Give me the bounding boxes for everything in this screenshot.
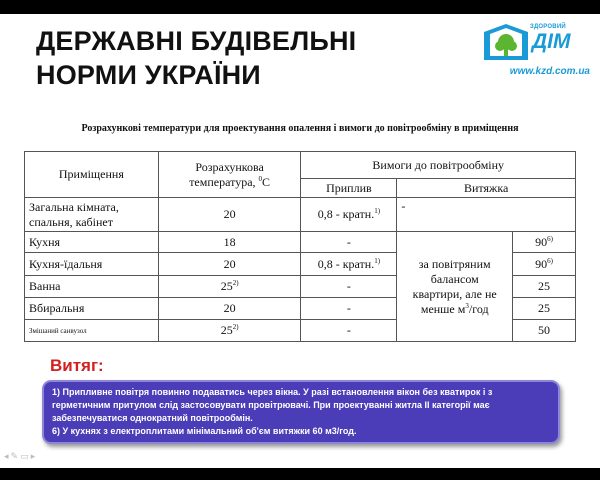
nav-menu-icon[interactable]: ▭	[20, 452, 31, 462]
nav-pen-icon[interactable]: ✎	[10, 452, 21, 462]
cell-exhaust-note: 6)	[547, 256, 553, 265]
cell-exhaust-value: 90	[535, 234, 548, 249]
cell-inflow: -	[301, 276, 397, 298]
note-1: 1) Припливне повітря повинно подаватись через вікна. У разі встановлення вікон без кватирок і з герметичним притулом слід застосовувати провітрювачі. При проектуванні житла ІІ категорії має забезпечуватися однократний повітрообмін.	[52, 387, 493, 423]
cell-inflow: -	[301, 320, 397, 342]
cell-room: Вбиральня	[25, 298, 159, 320]
cell-inflow: -	[301, 298, 397, 320]
cell-exhaust: -	[397, 198, 576, 232]
header-exhaust: Витяжка	[397, 179, 576, 198]
cell-inflow: -	[301, 232, 397, 253]
header-temp-degree: 0	[258, 174, 263, 183]
title-line-1: ДЕРЖАВНІ БУДІВЕЛЬНІ	[36, 26, 357, 56]
slide-nav	[4, 452, 37, 462]
notes-label: Витяг:	[50, 356, 104, 375]
cell-exhaust	[513, 232, 576, 253]
header-temp-line1: Розрахункова	[195, 159, 264, 174]
cell-inflow-note: 1)	[374, 207, 381, 215]
balance-line4: менше м	[420, 301, 466, 316]
cell-inflow-note: 1)	[374, 256, 381, 265]
balance-line4-end: /год	[468, 301, 489, 316]
cell-temp-note: 2)	[232, 279, 239, 287]
header-room: Приміщення	[25, 152, 159, 198]
header-air-exchange: Вимоги до повітрообміну	[301, 152, 576, 179]
norms-table	[24, 151, 576, 342]
slide-title	[36, 24, 356, 92]
cell-room: Змішаний санвузол	[25, 320, 159, 342]
cell-temp-value: 25	[220, 279, 233, 293]
cell-temp	[158, 276, 301, 298]
cell-inflow	[301, 253, 397, 276]
cell-inflow	[301, 198, 397, 232]
nav-back-icon[interactable]: ◂	[4, 452, 11, 462]
cell-room: Кухня	[25, 232, 159, 253]
header-temp-unit: С	[262, 174, 271, 189]
balance-line1: за повітряним	[418, 256, 491, 271]
table-row	[25, 198, 576, 232]
notes-box	[42, 380, 560, 444]
top-bar	[0, 0, 600, 14]
note-6: 6) У кухнях з електроплитами мінімальний об'єм витяжки 60 м3/год.	[52, 426, 357, 436]
cell-temp	[158, 320, 301, 342]
table-row	[25, 232, 576, 253]
cell-temp: 18	[158, 232, 301, 253]
logo-big-text: ДІМ	[532, 30, 571, 53]
cell-temp-value: 25	[220, 323, 233, 337]
balance-line2: балансом	[430, 271, 479, 286]
cell-exhaust-value: 90	[535, 256, 548, 271]
balance-line3: квартири, але не	[412, 286, 497, 301]
cell-exhaust: 25	[513, 276, 576, 298]
cell-inflow-value: 0,8 - кратн.	[317, 207, 375, 221]
header-temp-line2: температура,	[189, 174, 259, 189]
header-inflow: Приплив	[301, 179, 397, 198]
cell-temp: 20	[158, 198, 301, 232]
cell-temp-note: 2)	[232, 323, 239, 331]
logo-url: www.kzd.com.ua	[509, 66, 590, 77]
balance-sup: 3	[465, 301, 469, 310]
logo-small-text: ЗДОРОВИЙ	[530, 24, 566, 30]
cell-room: Ванна	[25, 276, 159, 298]
header-temperature	[158, 152, 301, 198]
title-line-2: НОРМИ УКРАЇНИ	[36, 60, 261, 90]
cell-inflow-value: 0,8 - кратн.	[317, 256, 375, 271]
cell-temp: 20	[158, 253, 301, 276]
cell-room: Кухня-їдальня	[25, 253, 159, 276]
cell-room: Загальна кімната, спальня, кабінет	[25, 198, 159, 232]
table-caption: Розрахункові температури для проектування опалення і вимоги до повітрообміну в приміщення	[81, 123, 519, 134]
cell-exhaust: 50	[513, 320, 576, 342]
cell-temp: 20	[158, 298, 301, 320]
cell-exhaust	[513, 253, 576, 276]
cell-balance	[397, 232, 513, 342]
cell-exhaust-note: 6)	[547, 234, 553, 243]
nav-forward-icon[interactable]: ▸	[30, 452, 38, 462]
cell-exhaust: 25	[513, 298, 576, 320]
